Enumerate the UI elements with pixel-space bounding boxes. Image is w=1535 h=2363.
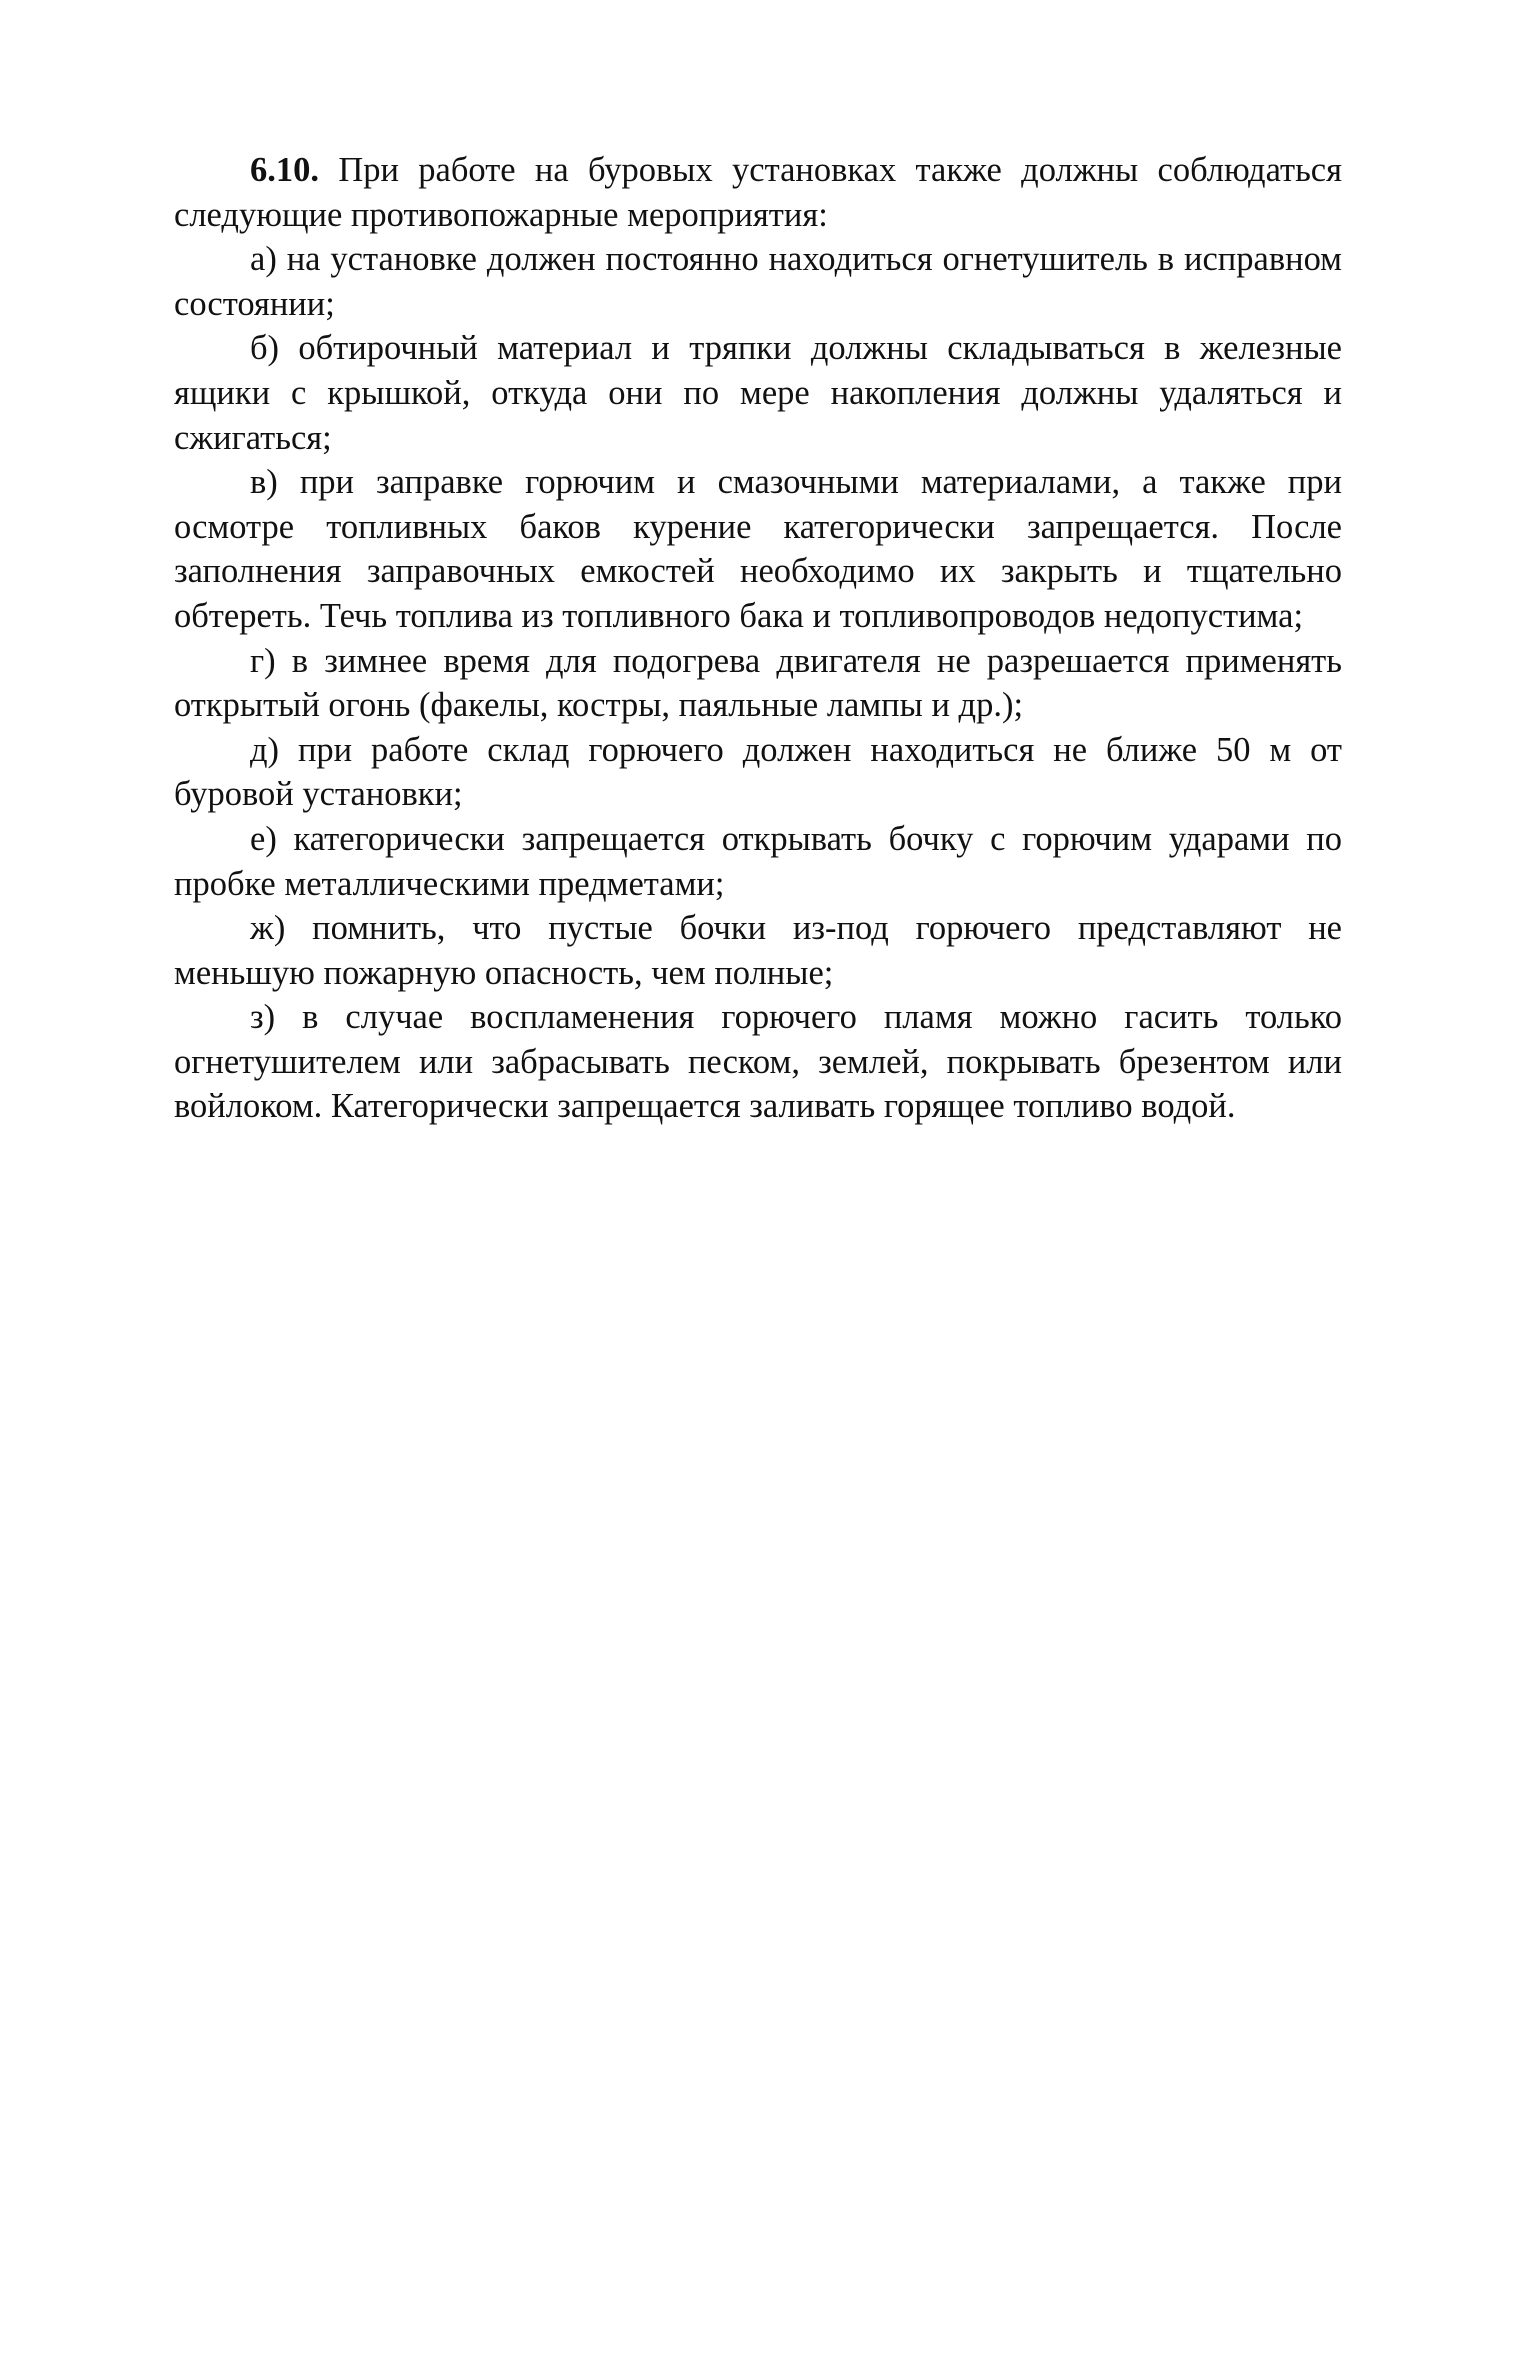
list-item-v: в) при заправке горючим и смазочными материалами, а также при осмотре топливных баков курение категорически запрещается. После заполнения заправочных емкостей необходимо их закрыть и тщательно обтереть. Течь топлива из топливного бака и топливопроводов недопустима;: [174, 463, 1342, 635]
list-item-z: з) в случае воспламенения горючего пламя можно гасить только огнетушителем или забрасывать песком, землей, покрывать брезентом или войлоком. Категорически запрещается заливать горящее топливо водой.: [174, 998, 1342, 1126]
list-item-e: е) категорически запрещается открывать бочку с горючим ударами по пробке металлическими предметами;: [174, 819, 1342, 903]
list-item-g: г) в зимнее время для подогрева двигателя не разрешается применять открытый огонь (факелы, костры, паяльные лампы и др.);: [174, 641, 1342, 725]
section-intro-text: При работе на буровых установках также должны соблюдаться следующие противопожарные мероприятия:: [174, 151, 1342, 234]
section-6-10-text: [174, 148, 1342, 1129]
list-item-d: д) при работе склад горючего должен находиться не ближе 50 м от буровой установки;: [174, 730, 1342, 814]
list-item-b: б) обтирочный материал и тряпки должны складываться в железные ящики с крышкой, откуда они по мере накопления должны удаляться и сжигаться;: [174, 329, 1342, 457]
list-item-zh: ж) помнить, что пустые бочки из-под горючего представляют не меньшую пожарную опасность, чем полные;: [174, 909, 1342, 992]
section-number: 6.10.: [250, 151, 319, 189]
section-intro-paragraph: [174, 148, 1342, 237]
list-item-a: а) на установке должен постоянно находиться огнетушитель в исправном состоянии;: [174, 240, 1342, 323]
